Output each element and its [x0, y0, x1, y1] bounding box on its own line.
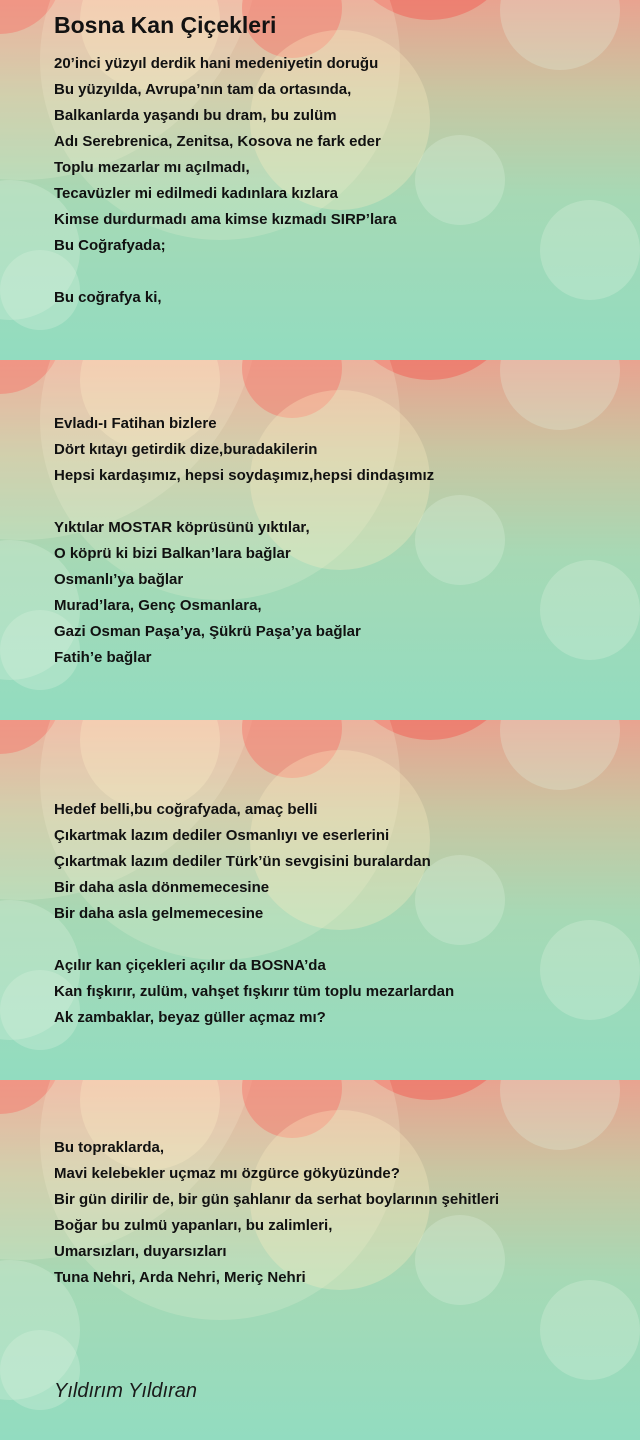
bokeh-light — [500, 0, 620, 70]
poem-line: Mavi kelebekler uçmaz mı özgürce gökyüzünde? — [54, 1165, 400, 1182]
poem-line: Fatih’e bağlar — [54, 649, 152, 666]
poem-line: Bir gün dirilir de, bir gün şahlanır da serhat boylarının şehitleri — [54, 1191, 500, 1208]
poem-line: Evladı-ı Fatihan bizlere — [54, 415, 217, 432]
poem-line: Çıkartmak lazım dediler Osmanlıyı ve eserlerini — [54, 827, 390, 844]
bokeh-light — [415, 135, 505, 225]
bokeh-light — [540, 200, 640, 300]
poem-line: Bu coğrafya ki, — [54, 289, 162, 306]
poem-line: 20’inci yüzyıl derdik hani medeniyetin doruğu — [54, 55, 379, 72]
poem-line: O köprü ki bizi Balkan’lara bağlar — [54, 545, 291, 562]
poem-line: Yıktılar MOSTAR köprüsünü yıktılar, — [54, 519, 310, 536]
bokeh-light — [500, 1080, 620, 1150]
poem-line: Toplu mezarlar mı açılmadı, — [54, 159, 250, 176]
poem-line: Çıkartmak lazım dediler Türk’ün sevgisini buralardan — [54, 853, 431, 870]
bokeh-light — [540, 920, 640, 1020]
poem-line: Boğar bu zulmü yapanları, bu zalimleri, — [54, 1217, 333, 1234]
poem-line: Adı Serebrenica, Zenitsa, Kosova ne fark eder — [54, 133, 381, 150]
bokeh-light — [415, 1215, 505, 1305]
bokeh-light — [540, 1280, 640, 1380]
poem-line: Bir daha asla gelmemecesine — [54, 905, 264, 922]
poem-line: Bir daha asla dönmemecesine — [54, 879, 270, 896]
poem-line: Balkanlarda yaşandı bu dram, bu zulüm — [54, 107, 337, 124]
poem-line: Osmanlı’ya bağlar — [54, 571, 184, 588]
poem-line: Bu Coğrafyada; — [54, 237, 166, 254]
poem-title: Bosna Kan Çiçekleri — [54, 12, 277, 38]
poem-line: Açılır kan çiçekleri açılır da BOSNA’da — [54, 957, 326, 974]
poem-line: Murad’lara, Genç Osmanlara, — [54, 597, 262, 614]
poem-line: Bu topraklarda, — [54, 1139, 165, 1156]
bokeh-light — [540, 560, 640, 660]
poem-line: Gazi Osman Paşa’ya, Şükrü Paşa’ya bağlar — [54, 623, 361, 640]
poem-line: Dört kıtayı getirdik dize,buradakilerin — [54, 441, 318, 458]
poem-line: Kimse durdurmadı ama kimse kızmadı SIRP’lara — [54, 211, 397, 228]
poem-line: Tuna Nehri, Arda Nehri, Meriç Nehri — [54, 1269, 306, 1286]
poem-line: Hepsi kardaşımız, hepsi soydaşımız,hepsi dindaşımız — [54, 467, 435, 484]
poem-line: Umarsızları, duyarsızları — [54, 1243, 227, 1260]
bokeh-light — [415, 495, 505, 585]
poem-line: Bu yüzyılda, Avrupa’nın tam da ortasında, — [54, 81, 352, 98]
poem-author: Yıldırım Yıldıran — [54, 1380, 198, 1402]
poem-line: Kan fışkırır, zulüm, vahşet fışkırır tüm toplu mezarlardan — [54, 983, 455, 1000]
poem-line: Hedef belli,bu coğrafyada, amaç belli — [54, 801, 318, 818]
bokeh-light — [500, 360, 620, 430]
poem-line: Ak zambaklar, beyaz güller açmaz mı? — [54, 1009, 326, 1026]
bokeh-light — [500, 720, 620, 790]
poem-line: Tecavüzler mi edilmedi kadınlara kızlara — [54, 185, 339, 202]
